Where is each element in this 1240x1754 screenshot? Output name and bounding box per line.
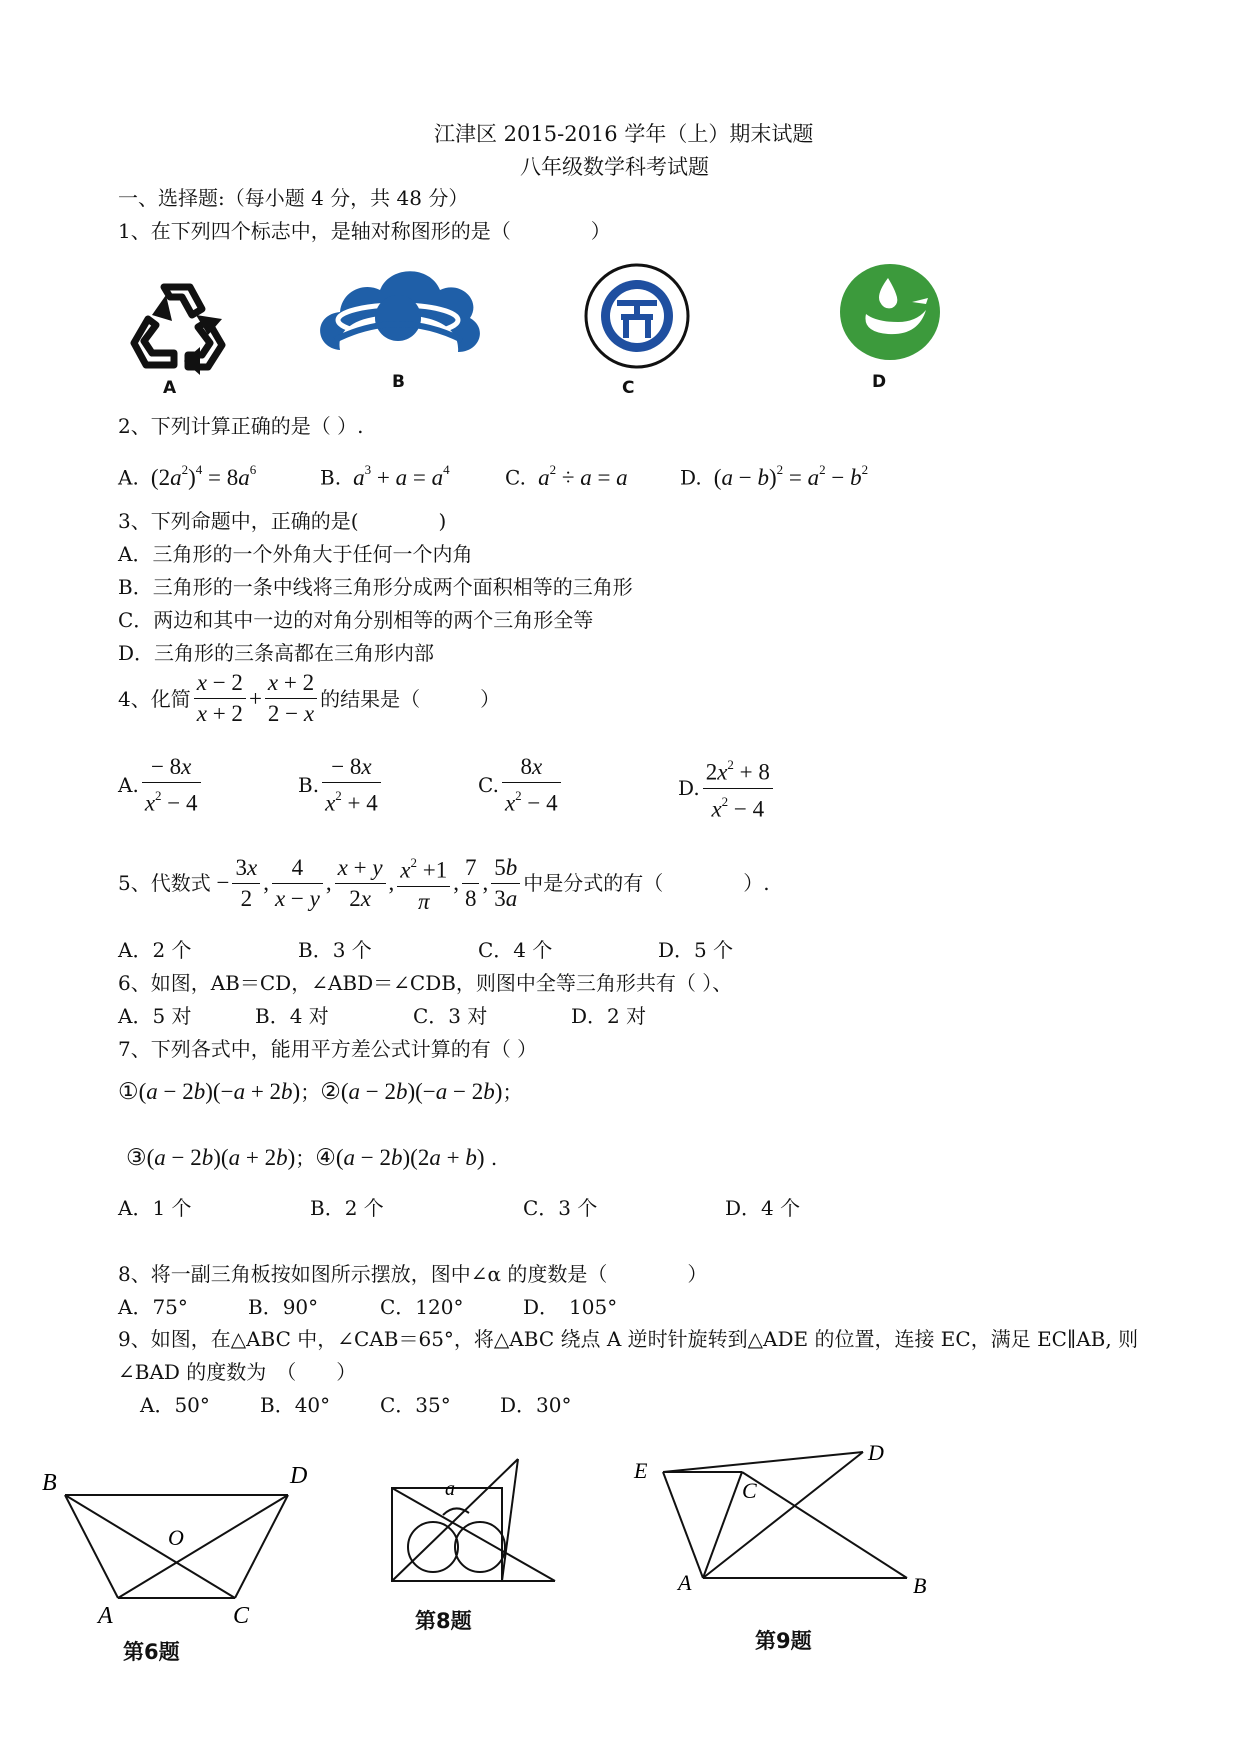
q8-stem: 8、将一副三角板按如图所示摆放，图中∠α 的度数是（ ） [118,1262,708,1286]
q2-option-a: A. $(2a^2)^4 = 8a^6$ [118,462,257,490]
q2-option-b: B. $a^3 + a = a^4$ [320,462,450,490]
q9-option-d: D．30° [500,1393,572,1417]
q5-option-c: C．4 个 [478,938,553,962]
fig6-label-c: C [233,1603,250,1625]
q3-option-c: C．两边和其中一边的对角分别相等的两个三角形全等 [118,608,594,632]
water-drop-logo-icon [838,262,943,362]
fig6-label-b: B [42,1470,57,1496]
q7-option-a: A．1 个 [118,1196,192,1220]
q9-option-a: A．50° [140,1393,210,1417]
q7-option-d: D．4 个 [725,1196,801,1220]
section-heading: 一、选择题:（每小题 4 分，共 48 分） [118,186,469,210]
q4-option-c: C. $\frac{8x}{x^2 - 4}$ [478,752,564,819]
fig6-label-a: A [98,1603,113,1625]
logo-c-label: C [622,378,635,398]
q9-stem-cont: ∠BAD 的度数为 （ ） [118,1360,357,1384]
q8-option-c: C．120° [380,1295,464,1319]
q3-option-b: B．三角形的一条中线将三角形分成两个面积相等的三角形 [118,575,633,599]
q1-stem: 1、在下列四个标志中，是轴对称图形的是（ ） [118,219,611,243]
q2-stem: 2、下列计算正确的是（ ）. [118,414,364,438]
q5-option-a: A．2 个 [118,938,192,962]
fig9-label-a: A [678,1570,692,1595]
page-subtitle: 八年级数学科考试题 [520,155,709,179]
q7-option-c: C．3 个 [523,1196,598,1220]
q2-option-c: C. $a^2 \div a = a$ [505,462,628,490]
figure-6-caption: 第6题 [123,1640,180,1664]
q2-option-d: D. $(a - b)^2 = a^2 - b^2$ [680,462,869,490]
fig9-label-c: C [742,1478,757,1503]
q6-option-a: A．5 对 [118,1004,192,1028]
cloud-logo-icon [310,260,485,365]
q7-expr-3-4: ③(a − 2b)(a + 2b)；④(a − 2b)(2a + b) . [126,1145,498,1170]
figure-8-diagram [385,1455,565,1595]
q4-option-a: A. $\frac{- 8x}{x^2 - 4}$ [118,752,204,819]
q8-option-d: D． 105° [523,1295,618,1319]
q6-option-c: C．3 对 [413,1004,488,1028]
fig9-label-e: E [634,1458,648,1483]
q8-option-a: A．75° [118,1295,188,1319]
logo-a-label: A [163,378,177,398]
q3-option-d: D．三角形的三条高都在三角形内部 [118,641,435,665]
figure-9-diagram [630,1440,950,1610]
fig6-label-o: O [168,1525,184,1550]
figure-9-caption: 第9题 [755,1629,812,1653]
q9-option-b: B．40° [260,1393,331,1417]
circle-logo-icon [583,262,691,370]
q5-stem: 5、代数式 − $\frac{3x}{2}$ , $\frac{4}{x - y}$ , $\frac{x + y}{2x}$ , $\frac{x^2 +1}{\pi}$ , $\frac{7}{8}$ , $\frac{5b}{3a}$ 中是分式的有（ ）. [118,850,770,917]
q5-option-d: D．5 个 [658,938,734,962]
figure-8-caption: 第8题 [415,1609,472,1633]
q9-option-c: C．35° [380,1393,451,1417]
recycle-icon [122,275,232,375]
logo-b-label: B [392,372,405,392]
q7-expr-1-2: ①(a − 2b)(−a + 2b)；②(a − 2b)(−a − 2b)； [118,1079,523,1104]
q4-stem: 4、化简 $\frac{x - 2}{x + 2}$ + $\frac{x + 2}{2 - x}$ 的结果是（ ） [118,668,500,729]
q3-option-a: A．三角形的一个外角大于任何一个内角 [118,542,473,566]
q4-option-d: D. $\frac{2x^2 + 8}{x^2 - 4}$ [678,752,776,824]
figure-6-diagram [30,1455,330,1625]
logo-d-label: D [872,372,887,392]
q7-option-b: B．2 个 [310,1196,384,1220]
q8-option-b: B．90° [248,1295,319,1319]
q6-option-d: D．2 对 [571,1004,647,1028]
fig9-label-d: D [868,1440,884,1465]
q7-stem: 7、下列各式中，能用平方差公式计算的有（ ） [118,1037,538,1061]
fig9-label-b: B [913,1573,927,1598]
fig8-alpha-label: a [445,1478,455,1500]
page-title: 江津区 2015-2016 学年（上）期末试题 [434,122,814,146]
q3-stem: 3、下列命题中，正确的是( ) [118,509,447,533]
q9-stem: 9、如图，在△ABC 中，∠CAB＝65°，将△ABC 绕点 A 逆时针旋转到△ADE 的位置，连接 EC，满足 EC∥AB, 则 [118,1327,1139,1351]
q4-option-b: B. $\frac{- 8x}{x^2 + 4}$ [298,752,384,819]
q6-stem: 6、如图，AB＝CD，∠ABD＝∠CDB，则图中全等三角形共有（ ）、 [118,971,733,995]
fig6-label-d: D [290,1463,308,1489]
q5-option-b: B．3 个 [298,938,372,962]
q6-option-b: B．4 对 [255,1004,329,1028]
